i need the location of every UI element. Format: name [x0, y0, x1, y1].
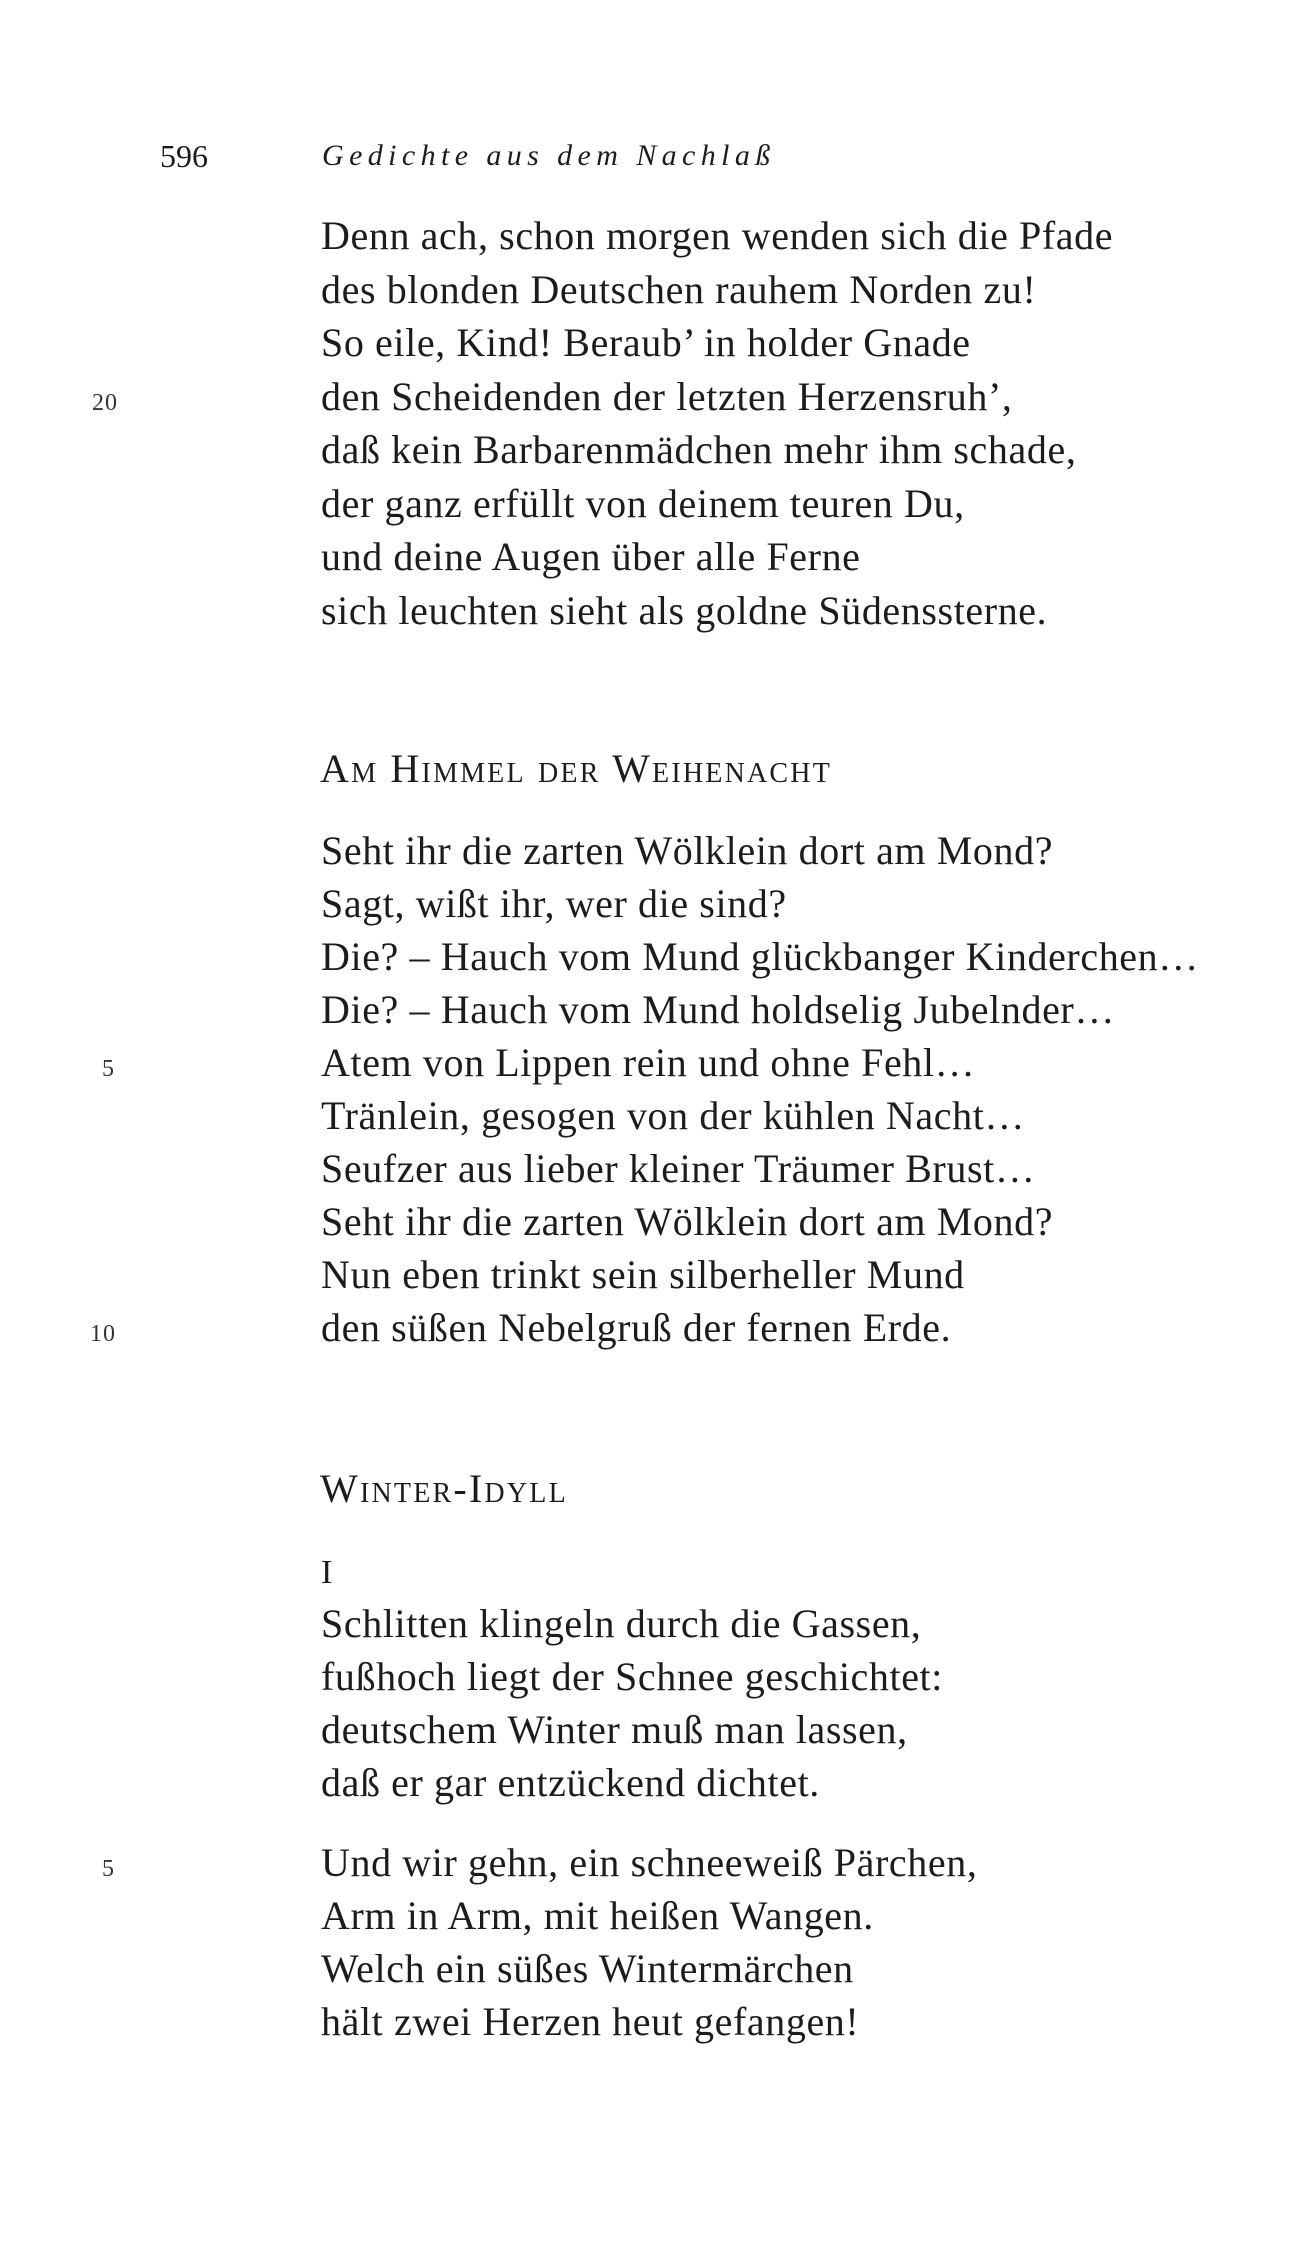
verse-line: Denn ach, schon morgen wenden sich die Pfade — [321, 213, 1114, 258]
verse-line: Sagt, wißt ihr, wer die sind? — [321, 881, 787, 926]
line-number: 5 — [102, 1856, 115, 1882]
verse-line: Und wir gehn, ein schneeweiß Pärchen, — [321, 1840, 978, 1885]
section-numeral: I — [321, 1554, 333, 1591]
verse-line: Die? – Hauch vom Mund holdselig Jubelnder… — [321, 987, 1115, 1032]
verse-line: Die? – Hauch vom Mund glückbanger Kinderchen… — [321, 934, 1199, 979]
verse-line: fußhoch liegt der Schnee geschichtet: — [321, 1654, 943, 1699]
verse-line: hält zwei Herzen heut gefangen! — [321, 1999, 860, 2044]
poem-title: Am Himmel der Weihenacht — [320, 746, 833, 791]
line-number: 10 — [90, 1321, 116, 1347]
running-title: Gedichte aus dem Nachlaß — [322, 139, 776, 172]
verse-line: Nun eben trinkt sein silberheller Mund — [321, 1252, 965, 1297]
verse-line: Schlitten klingeln durch die Gassen, — [321, 1601, 922, 1646]
verse-line: Atem von Lippen rein und ohne Fehl… — [321, 1040, 976, 1085]
verse-line: deutschem Winter muß man lassen, — [321, 1707, 908, 1752]
verse-line: der ganz erfüllt von deinem teuren Du, — [321, 481, 965, 526]
verse-line: Welch ein süßes Wintermärchen — [321, 1946, 854, 1991]
verse-line: daß er gar entzückend dichtet. — [321, 1760, 820, 1805]
line-number: 20 — [92, 390, 118, 416]
verse-line: So eile, Kind! Beraub’ in holder Gnade — [321, 320, 971, 365]
verse-line: Seufzer aus lieber kleiner Träumer Brust… — [321, 1146, 1036, 1191]
line-number: 5 — [102, 1056, 115, 1082]
poem-title: Winter-Idyll — [320, 1466, 568, 1511]
verse-line: den süßen Nebelgruß der fernen Erde. — [321, 1305, 952, 1350]
verse-line: Tränlein, gesogen von der kühlen Nacht… — [321, 1093, 1026, 1138]
verse-line: des blonden Deutschen rauhem Norden zu! — [321, 267, 1037, 312]
verse-line: und deine Augen über alle Ferne — [321, 534, 861, 579]
verse-line: sich leuchten sieht als goldne Südenssterne. — [321, 588, 1048, 633]
verse-line: Seht ihr die zarten Wölklein dort am Mond? — [321, 1199, 1054, 1244]
verse-line: den Scheidenden der letzten Herzensruh’, — [321, 374, 1013, 419]
verse-line: Seht ihr die zarten Wölklein dort am Mond? — [321, 828, 1054, 873]
page-number: 596 — [160, 138, 208, 174]
verse-line: daß kein Barbarenmädchen mehr ihm schade, — [321, 427, 1077, 472]
verse-line: Arm in Arm, mit heißen Wangen. — [321, 1893, 874, 1938]
